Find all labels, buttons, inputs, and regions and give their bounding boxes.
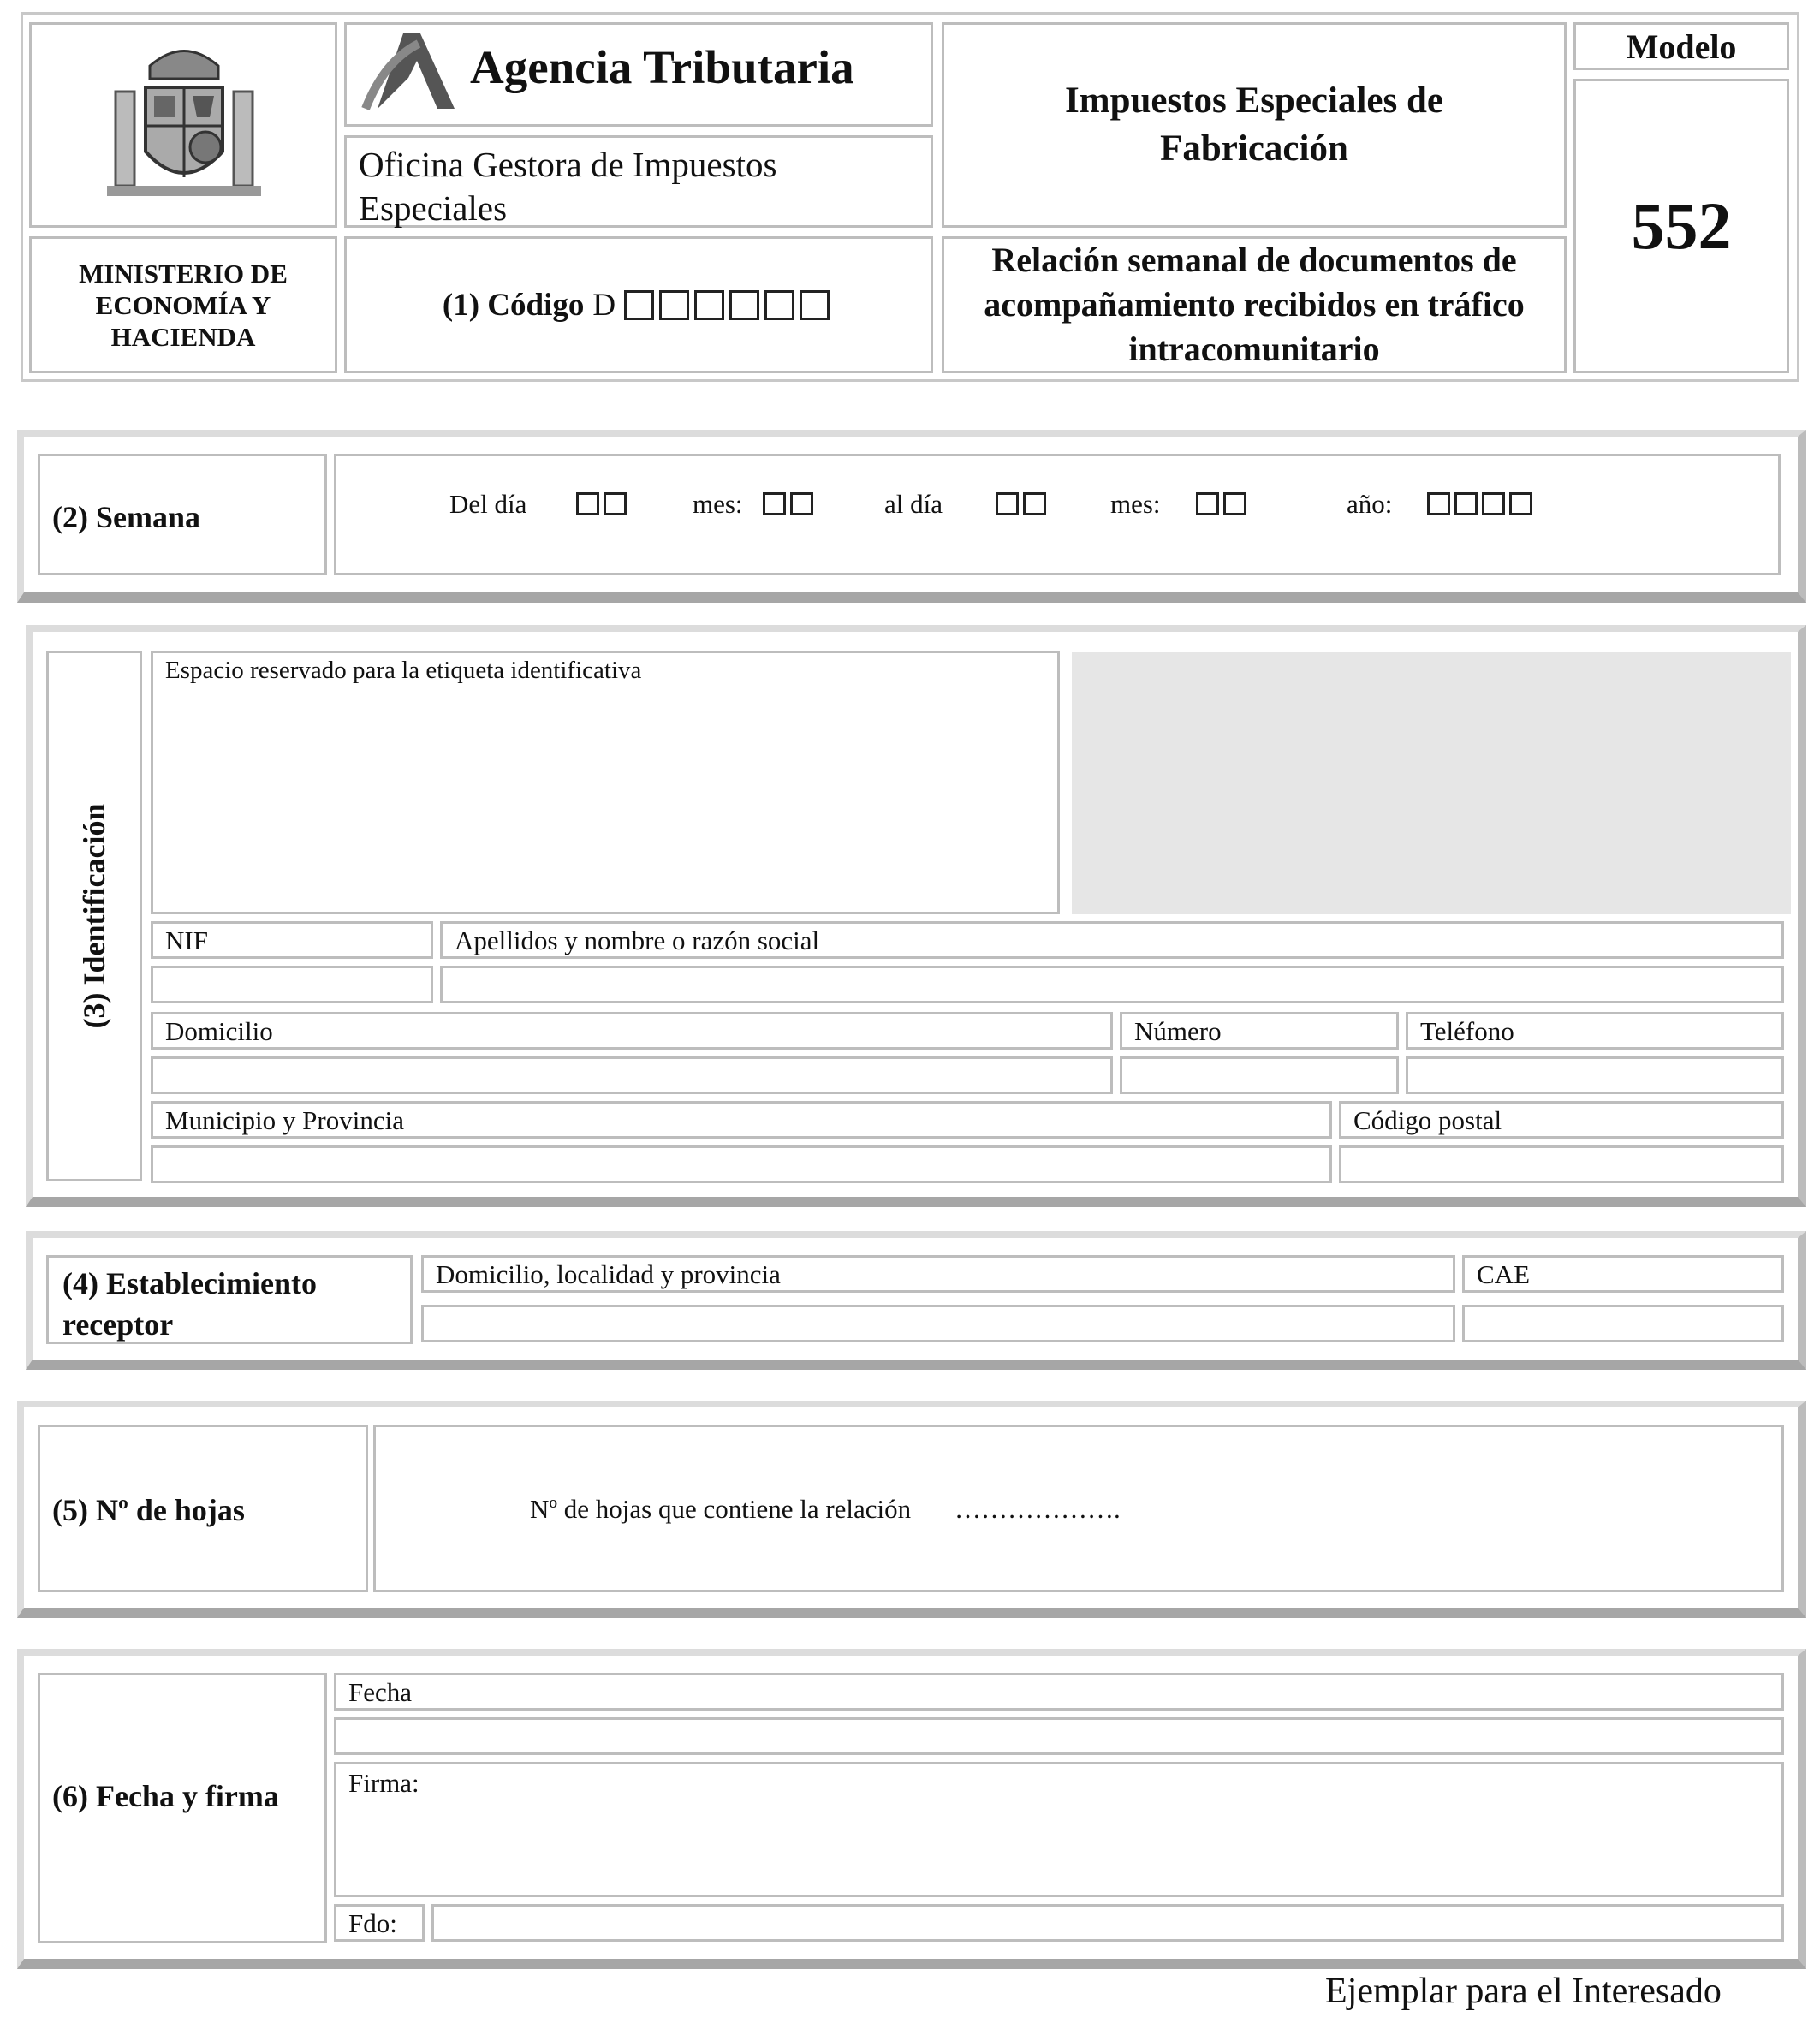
fecha-firma-title-cell [38, 1673, 327, 1943]
al-dia-boxes[interactable] [996, 492, 1050, 515]
form-title: Relación semanal de documentos de acompañamiento recibidos en tráfico intracomunitario [942, 236, 1567, 373]
nif-label: NIF [151, 921, 433, 959]
semana-fields [334, 454, 1781, 575]
apellidos-label: Apellidos y nombre o razón social [440, 921, 1784, 959]
del-dia-boxes[interactable] [576, 492, 631, 515]
establecimiento-title: (4) Establecimiento receptor [46, 1255, 413, 1344]
modelo-label: Modelo [1573, 22, 1789, 70]
domicilio-label: Domicilio [151, 1012, 1113, 1050]
coat-of-arms-cell [29, 22, 337, 228]
anio-label: año: [1347, 489, 1393, 519]
nif-field[interactable] [151, 966, 433, 1003]
code-prefix: D [592, 287, 616, 323]
fecha-field[interactable] [334, 1717, 1784, 1755]
municipio-label: Municipio y Provincia [151, 1101, 1332, 1139]
domicilio-field[interactable] [151, 1056, 1113, 1094]
codigo-postal-field[interactable] [1339, 1145, 1784, 1183]
mes1-label: mes: [693, 489, 743, 519]
firma-box[interactable]: Firma: [334, 1762, 1784, 1897]
telefono-field[interactable] [1406, 1056, 1784, 1094]
tax-title: Impuestos Especiales de Fabricación [942, 22, 1567, 228]
al-dia-label: al día [884, 489, 943, 519]
code-box[interactable] [729, 290, 759, 320]
agency-name: Agencia Tributaria [470, 41, 854, 93]
fdo-field[interactable] [431, 1904, 1784, 1942]
agency-logo-icon [359, 27, 458, 117]
hojas-content [373, 1425, 1784, 1592]
modelo-number: 552 [1573, 79, 1789, 373]
telefono-label: Teléfono [1406, 1012, 1784, 1050]
code-box[interactable] [694, 290, 724, 320]
fecha-firma-title: (6) Fecha y firma [52, 1779, 279, 1813]
anio-boxes[interactable] [1427, 492, 1537, 515]
cae-field[interactable] [1462, 1305, 1784, 1342]
code-box[interactable] [800, 290, 830, 320]
codigo-postal-label: Código postal [1339, 1101, 1784, 1139]
identificacion-title-cell [46, 651, 142, 1181]
cae-label: CAE [1462, 1255, 1784, 1293]
code-box[interactable] [764, 290, 794, 320]
semana-title: (2) Semana [52, 500, 200, 534]
reserved-grey-area [1072, 652, 1791, 914]
hojas-dots[interactable]: ………………. [955, 1494, 1121, 1524]
office-name: Oficina Gestora de Impuestos Especiales [344, 135, 933, 228]
del-dia-label: Del día [449, 489, 527, 519]
code-field[interactable] [344, 236, 933, 373]
label-space[interactable]: Espacio reservado para la etiqueta identificativa [151, 651, 1060, 914]
semana-title-cell [38, 454, 327, 575]
ministry-name: MINISTERIO DE ECONOMÍA Y HACIENDA [29, 236, 337, 373]
mes2-label: mes: [1110, 489, 1161, 519]
identificacion-title: (3) Identificación [77, 803, 111, 1029]
hojas-text: Nº de hojas que contiene la relación [530, 1494, 912, 1524]
code-label: (1) Código [442, 287, 585, 323]
code-boxes[interactable] [624, 290, 835, 320]
numero-label: Número [1120, 1012, 1399, 1050]
fdo-label: Fdo: [334, 1904, 425, 1942]
apellidos-field[interactable] [440, 966, 1784, 1003]
mes1-boxes[interactable] [763, 492, 818, 515]
est-domicilio-label: Domicilio, localidad y provincia [421, 1255, 1455, 1293]
hojas-title: (5) Nº de hojas [52, 1493, 245, 1527]
coat-of-arms-icon [98, 40, 270, 211]
mes2-boxes[interactable] [1196, 492, 1251, 515]
copy-label: Ejemplar para el Interesado [1325, 1972, 1722, 2011]
agency-cell [344, 22, 933, 127]
code-box[interactable] [624, 290, 654, 320]
code-box[interactable] [659, 290, 689, 320]
numero-field[interactable] [1120, 1056, 1399, 1094]
fecha-label: Fecha [334, 1673, 1784, 1711]
municipio-field[interactable] [151, 1145, 1332, 1183]
hojas-title-cell [38, 1425, 368, 1592]
est-domicilio-field[interactable] [421, 1305, 1455, 1342]
